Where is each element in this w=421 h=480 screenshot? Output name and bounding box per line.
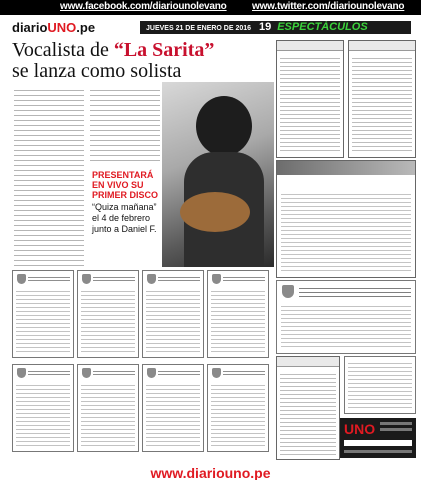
uno-logo-icon: UNO bbox=[344, 421, 376, 437]
notice-text-lines bbox=[280, 55, 340, 154]
shield-icon bbox=[17, 368, 26, 378]
municipal-notice bbox=[207, 270, 269, 358]
article-headline bbox=[12, 39, 215, 82]
notice-text-lines bbox=[281, 303, 411, 349]
shield-icon bbox=[147, 368, 156, 378]
article-body-column-2 bbox=[90, 86, 160, 162]
guitar-icon bbox=[180, 192, 250, 232]
municipal-notice bbox=[12, 270, 74, 358]
notice-header bbox=[277, 41, 343, 51]
masthead-logo[interactable] bbox=[12, 20, 95, 35]
shield-icon bbox=[82, 368, 91, 378]
twitter-url-link[interactable]: www.twitter.com/diariounolevano bbox=[252, 1, 405, 12]
municipal-notice bbox=[12, 364, 74, 452]
shield-icon bbox=[212, 368, 221, 378]
musician-photo bbox=[162, 82, 274, 267]
shield-icon bbox=[17, 274, 26, 284]
notice-text-lines bbox=[280, 371, 336, 456]
municipal-notice bbox=[207, 364, 269, 452]
municipal-notice bbox=[77, 270, 139, 358]
caption-text: “Quiza mañana” el 4 de febrero junto a Daniel F. bbox=[92, 202, 157, 234]
municipal-notices-grid bbox=[12, 270, 270, 460]
legal-notice-box bbox=[276, 40, 344, 158]
article-body-column-1 bbox=[14, 86, 84, 266]
notice-header bbox=[349, 41, 415, 51]
headline-prefix: Vocalista de bbox=[12, 39, 114, 61]
headline-highlight: “La Sarita” bbox=[113, 39, 215, 61]
page-number: 19 bbox=[259, 21, 272, 33]
municipal-notice-large bbox=[276, 280, 416, 354]
notary-banner bbox=[277, 161, 415, 175]
top-social-bar bbox=[0, 0, 421, 15]
shield-icon bbox=[82, 274, 91, 284]
headline-line2: se lanza como solista bbox=[12, 60, 182, 82]
municipal-notice bbox=[142, 270, 204, 358]
photo-head-shape bbox=[196, 96, 252, 156]
photo-caption bbox=[92, 170, 160, 235]
shield-icon bbox=[282, 285, 294, 298]
caption-highlight: PRESENTARÁ EN VIVO SU PRIMER DISCO bbox=[92, 170, 159, 200]
masthead-prefix: diario bbox=[12, 20, 48, 35]
shield-icon bbox=[147, 274, 156, 284]
municipal-notice bbox=[77, 364, 139, 452]
legal-notice-box bbox=[348, 40, 416, 158]
masthead-accent: UNO bbox=[47, 20, 77, 35]
municipal-notice bbox=[276, 356, 340, 460]
notary-edict-box bbox=[276, 160, 416, 278]
municipal-notice bbox=[142, 364, 204, 452]
footer-website-link[interactable]: www.diariouno.pe bbox=[150, 465, 271, 480]
date-section-bar bbox=[140, 21, 411, 34]
uno-contact-ad bbox=[340, 418, 416, 458]
issue-date: JUEVES 21 DE ENERO DE 2016 bbox=[146, 25, 252, 32]
facebook-url-link[interactable]: www.facebook.com/diariounolevano bbox=[60, 1, 227, 12]
shield-icon bbox=[212, 274, 221, 284]
notice-text-lines bbox=[352, 55, 412, 154]
notice-heading-lines bbox=[299, 285, 411, 299]
notice-header bbox=[277, 357, 339, 367]
merger-notice-box bbox=[344, 356, 416, 414]
masthead-suffix: .pe bbox=[76, 20, 96, 35]
notice-text-lines bbox=[348, 360, 412, 410]
section-name: ESPECTÁCULOS bbox=[277, 21, 368, 33]
notary-text-lines bbox=[281, 191, 411, 273]
